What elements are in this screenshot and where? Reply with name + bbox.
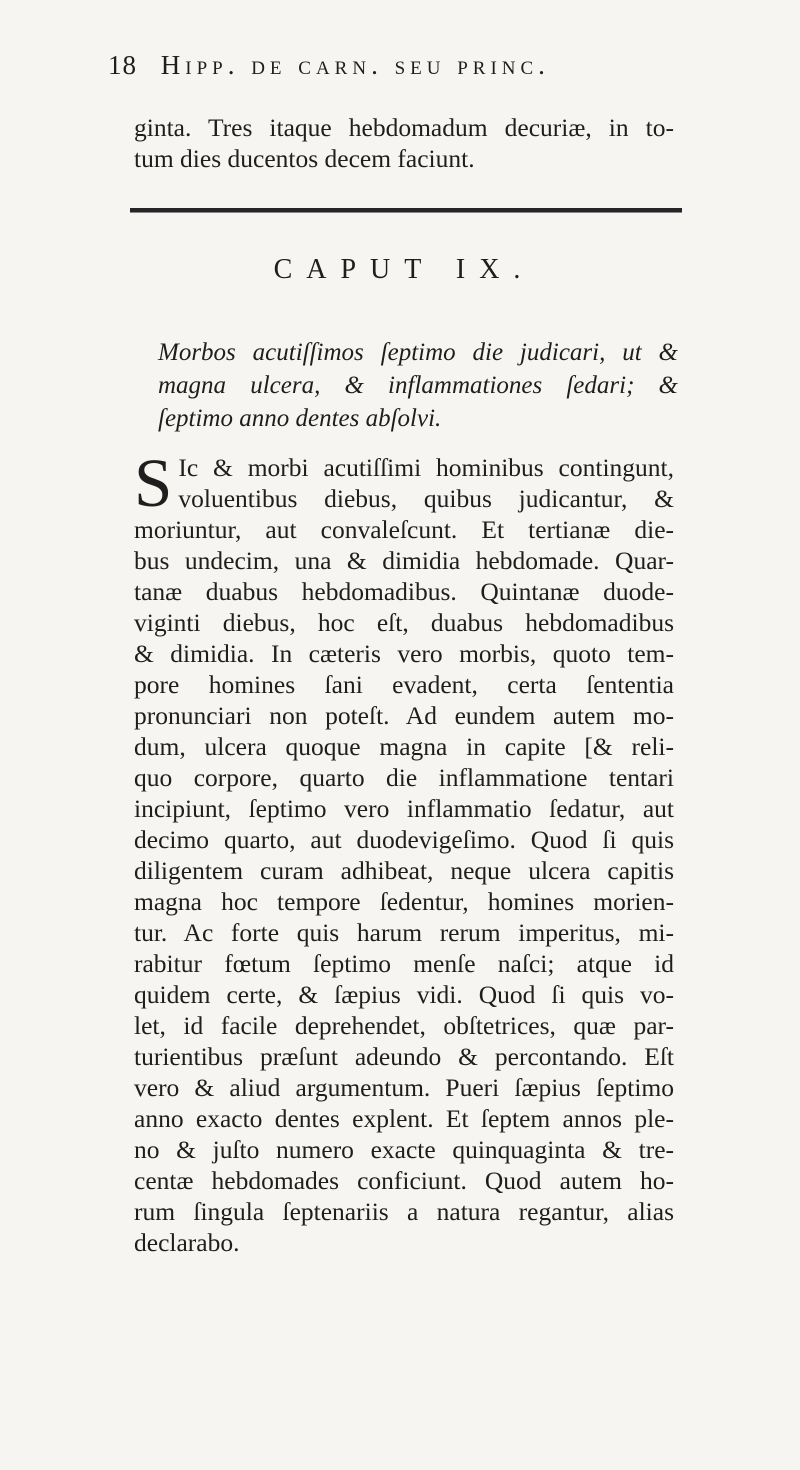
body-lines <box>134 514 674 1258</box>
text-line: incipiunt, ſeptimo vero inflammatio ſedatur, aut <box>134 794 674 823</box>
text-line: vero & aliud argumentum. Pueri ſæpius ſeptimo <box>134 1073 674 1102</box>
text-line: diligentem curam adhibeat, neque ulcera capitis <box>134 856 674 885</box>
text-line: no & juſto numero exacte quinquaginta & tre- <box>134 1135 674 1164</box>
text-line: tur. Ac forte quis harum rerum imperitus, mi- <box>134 918 674 947</box>
text-line: viginti diebus, hoc eſt, duabus hebdomadibus <box>134 608 674 637</box>
text-line: quo corpore, quarto die inflammatione tentari <box>134 763 674 792</box>
summary-line: magna ulcera, & inflammationes ſedari; & <box>158 372 678 399</box>
text-line: & dimidia. In cæteris vero morbis, quoto tem- <box>134 639 674 668</box>
summary-line: ſeptimo anno dentes abſolvi. <box>158 405 442 432</box>
text-line: voluentibus diebus, quibus judicantur, & <box>178 484 674 513</box>
text-line: moriuntur, aut convaleſcunt. Et tertianæ die- <box>134 515 674 544</box>
text-line: centæ hebdomades conficiunt. Quod autem ho- <box>134 1166 674 1195</box>
text-line: tanæ duabus hebdomadibus. Quintanæ duode- <box>134 577 674 606</box>
text-line: let, id facile deprehendet, obſtetrices, quæ par- <box>134 1011 674 1040</box>
text-line: rabitur fœtum ſeptimo menſe naſci; atque id <box>134 949 674 978</box>
text-line: decimo quarto, aut duodevigeſimo. Quod ſi quis <box>134 825 674 854</box>
text-line: quidem certe, & ſæpius vidi. Quod ſi quis vo- <box>134 980 674 1009</box>
text-line: pore homines ſani evadent, certa ſententia <box>134 670 674 699</box>
running-header <box>108 50 688 81</box>
continuation-paragraph <box>134 112 674 174</box>
chapter-heading: CAPUT IX. <box>273 254 535 285</box>
page-number: 18 <box>108 50 137 80</box>
drop-cap: S <box>134 445 173 521</box>
text-line: Ic & morbi acutiſſimi hominibus contingunt, <box>178 453 674 482</box>
text-line: declarabo. <box>134 1228 240 1257</box>
text-line: bus undecim, una & dimidia hebdomade. Quar- <box>134 546 674 575</box>
text-line: pronunciari non poteſt. Ad eundem autem mo- <box>134 701 674 730</box>
text-line: dum, ulcera quoque magna in capite [& reli- <box>134 732 674 761</box>
section-divider <box>130 208 682 213</box>
summary-line: Morbos acutiſſimos ſeptimo die judicari, ut & <box>158 339 678 366</box>
text-line: anno exacto dentes explent. Et ſeptem annos ple- <box>134 1104 674 1133</box>
text-line: ginta. Tres itaque hebdomadum decuriæ, in to- <box>134 113 674 142</box>
text-line: magna hoc tempore ſedentur, homines morien- <box>134 887 674 916</box>
text-line: rum ſingula ſeptenariis a natura regantur, alias <box>134 1197 674 1226</box>
running-title: Hipp. de carn. seu princ. <box>160 50 550 80</box>
chapter-summary <box>158 336 678 435</box>
text-line: tum dies ducentos decem faciunt. <box>134 144 475 173</box>
text-line: turientibus præſunt adeundo & percontando. Eſt <box>134 1042 674 1071</box>
chapter-body <box>134 445 674 1258</box>
